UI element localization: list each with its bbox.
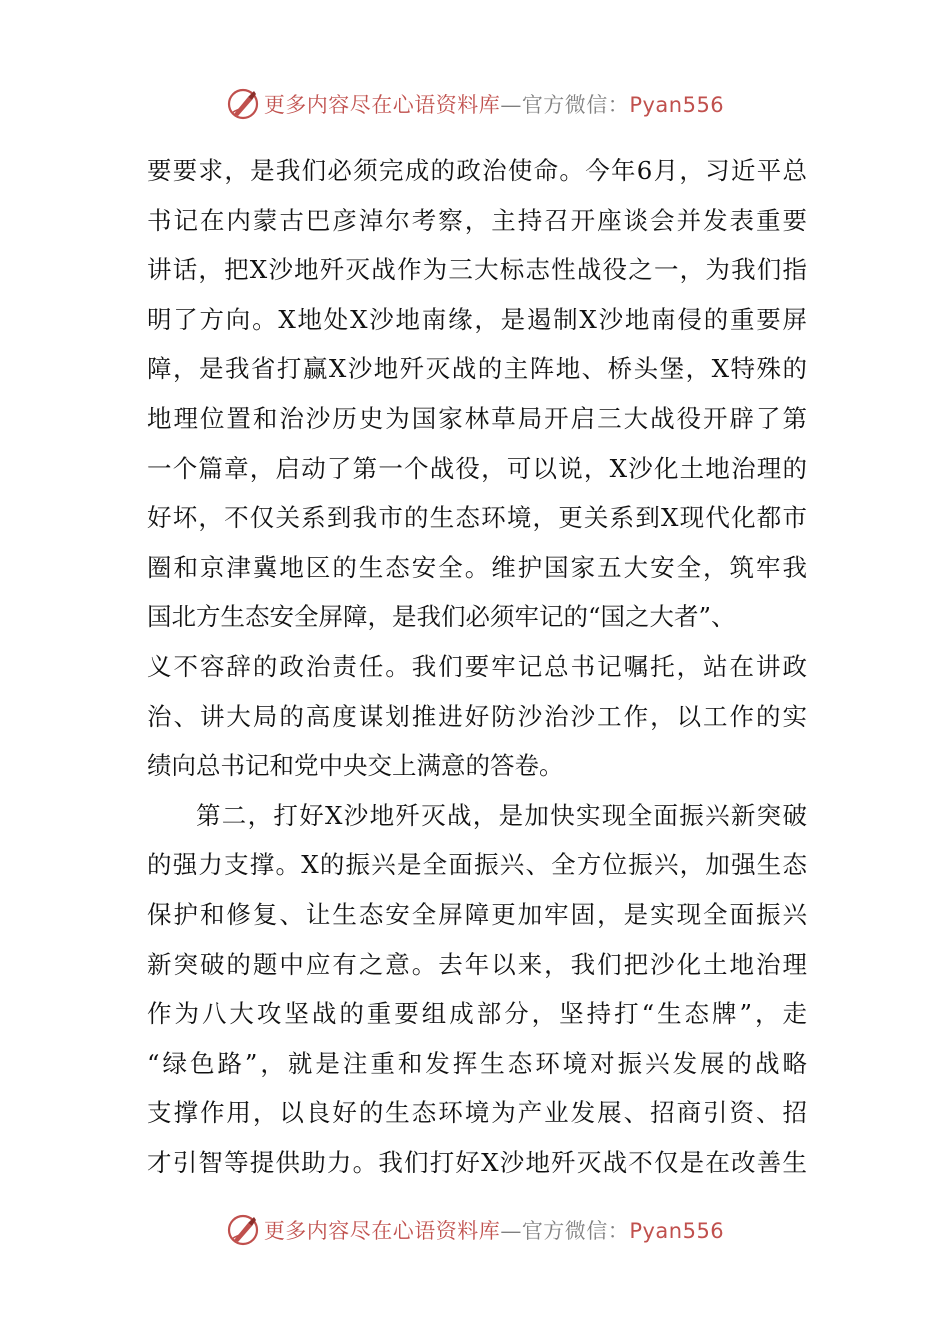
watermark-wechat-label: 官方微信： — [521, 93, 630, 117]
body-line: 支撑作用，以良好的生态环境为产业发展、招商引资、招 — [147, 1098, 807, 1128]
pen-logo-icon — [226, 1213, 260, 1247]
watermark-banner-top — [0, 84, 950, 124]
body-line: 治、讲大局的高度谋划推进好防沙治沙工作，以工作的实 — [147, 701, 807, 731]
watermark-brand: 更多内容尽在心语资料库 — [263, 1219, 501, 1243]
body-line: 才引智等提供助力。我们打好X沙地歼灭战不仅是在改善生 — [147, 1147, 807, 1177]
body-line: 的强力支撑。X的振兴是全面振兴、全方位振兴，加强生态 — [147, 850, 807, 880]
body-line: “绿色路”，就是注重和发挥生态环境对振兴发展的战略 — [147, 1048, 807, 1078]
document-body — [147, 146, 807, 1187]
body-line: 书记在内蒙古巴彦淖尔考察，主持召开座谈会并发表重要 — [147, 205, 807, 235]
body-line: 新突破的题中应有之意。去年以来，我们把沙化土地治理 — [147, 949, 807, 979]
watermark-banner-bottom — [0, 1210, 950, 1250]
watermark-wechat-id: Pyan556 — [629, 1219, 725, 1243]
body-line: 义不容辞的政治责任。我们要牢记总书记嘱托，站在讲政 — [147, 651, 807, 681]
body-line: 圈和京津冀地区的生态安全。维护国家五大安全，筑牢我 — [147, 552, 807, 582]
body-line: 好坏，不仅关系到我市的生态环境，更关系到X现代化都市 — [147, 503, 807, 533]
body-line: 一个篇章，启动了第一个战役，可以说，X沙化土地治理的 — [147, 453, 807, 483]
watermark-text — [264, 1215, 724, 1245]
watermark-text — [264, 89, 724, 119]
body-line: 保护和修复、让生态安全屏障更加牢固，是实现全面振兴 — [147, 899, 807, 929]
body-line: 障，是我省打赢X沙地歼灭战的主阵地、桥头堡，X特殊的 — [147, 354, 807, 384]
body-line: 国北方生态安全屏障，是我们必须牢记的“国之大者”、 — [147, 602, 736, 632]
body-line: 作为八大攻坚战的重要组成部分，坚持打“生态牌”，走 — [147, 999, 807, 1029]
watermark-dash: — — [500, 1219, 522, 1243]
body-line: 绩向总书记和党中央交上满意的答卷。 — [147, 751, 564, 781]
watermark-wechat-id: Pyan556 — [629, 93, 725, 117]
body-line-paragraph-start: 第二，打好X沙地歼灭战，是加快实现全面振兴新突破 — [196, 800, 807, 830]
watermark-wechat-label: 官方微信： — [521, 1219, 630, 1243]
body-line: 要要求，是我们必须完成的政治使命。今年6月，习近平总 — [147, 156, 807, 185]
watermark-brand: 更多内容尽在心语资料库 — [263, 93, 501, 117]
pen-logo-icon — [226, 87, 260, 121]
body-line: 地理位置和治沙历史为国家林草局开启三大战役开辟了第 — [147, 403, 807, 433]
body-line: 讲话，把X沙地歼灭战作为三大标志性战役之一，为我们指 — [147, 255, 807, 285]
watermark-dash: — — [500, 93, 522, 117]
body-line: 明了方向。X地处X沙地南缘，是遏制X沙地南侵的重要屏 — [147, 304, 807, 334]
